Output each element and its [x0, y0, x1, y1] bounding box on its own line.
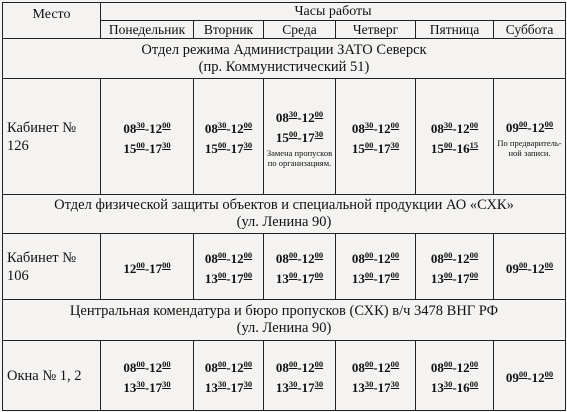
time-slot-cell: [194, 341, 264, 411]
hour: 12: [377, 359, 391, 375]
hour: 16: [456, 379, 470, 395]
minutes: 00: [443, 358, 453, 369]
hour: 17: [230, 379, 244, 395]
day-header: Четверг: [336, 21, 416, 39]
range-dash: -: [297, 129, 302, 145]
range-dash: -: [527, 260, 532, 276]
minutes: 00: [544, 118, 554, 129]
hour: 12: [456, 120, 470, 136]
hour: 12: [377, 250, 391, 266]
slot-note: По предваритель-ной записи.: [497, 137, 562, 158]
time-range: [101, 257, 193, 277]
minutes: 30: [443, 119, 453, 130]
time-range: [416, 267, 493, 287]
time-slot-cell: [416, 341, 494, 411]
place-column-header: Место: [3, 3, 101, 39]
hour: 08: [275, 109, 289, 125]
range-dash: -: [144, 120, 150, 136]
hour: 12: [230, 250, 244, 266]
minutes: 00: [390, 119, 400, 130]
range-dash: -: [144, 260, 150, 276]
minutes: 30: [443, 378, 453, 389]
schedule-row: [3, 341, 566, 411]
place-label: Кабинет №: [7, 119, 77, 136]
minutes: 00: [469, 249, 479, 260]
minutes: 00: [364, 139, 374, 150]
range-dash: -: [373, 270, 378, 286]
schedule-row: [3, 234, 566, 300]
hour: 12: [456, 250, 470, 266]
minutes: 30: [390, 378, 400, 389]
hour: 13: [204, 270, 218, 286]
range-dash: -: [144, 379, 150, 395]
hour: 08: [275, 359, 289, 375]
time-range: [194, 376, 263, 396]
time-slot-cell: [336, 79, 416, 195]
minutes: 00: [469, 269, 479, 280]
time-range: [194, 117, 263, 137]
time-range: [264, 267, 335, 287]
hour: 12: [377, 120, 391, 136]
hour: 15: [204, 140, 218, 156]
place-number: 106: [7, 267, 29, 284]
range-dash: -: [297, 109, 302, 125]
working-hours-header: Часы работы: [101, 3, 566, 21]
minutes: 30: [243, 139, 253, 150]
hour: 12: [301, 359, 315, 375]
range-dash: -: [452, 120, 457, 136]
hour: 17: [301, 379, 315, 395]
hour: 17: [377, 270, 391, 286]
hour: 13: [204, 379, 218, 395]
minutes: 00: [314, 358, 324, 369]
range-dash: -: [452, 140, 457, 156]
section-address: (пр. Коммунистический 51): [198, 58, 370, 75]
hour: 08: [430, 250, 444, 266]
range-dash: -: [144, 140, 150, 156]
minutes: 00: [314, 269, 324, 280]
range-dash: -: [297, 250, 302, 266]
hour: 13: [430, 270, 444, 286]
minutes: 30: [288, 378, 298, 389]
minutes: 00: [288, 128, 298, 139]
time-slot-cell: [494, 234, 566, 300]
section-title-cell: [3, 39, 566, 79]
hour: 12: [301, 109, 315, 125]
minutes: 30: [136, 378, 145, 389]
time-range: [101, 356, 193, 376]
hour: 13: [123, 379, 137, 395]
minutes: 00: [217, 249, 227, 260]
range-dash: -: [452, 359, 457, 375]
range-dash: -: [226, 270, 231, 286]
range-dash: -: [373, 359, 378, 375]
range-dash: -: [144, 359, 150, 375]
minutes: 00: [544, 259, 554, 270]
day-header: Понедельник: [101, 21, 194, 39]
time-slot-cell: [336, 234, 416, 300]
time-range: [101, 376, 193, 396]
hour: 12: [531, 119, 545, 135]
minutes: 00: [288, 269, 298, 280]
time-slot-cell: [494, 341, 566, 411]
minutes: 00: [518, 368, 528, 379]
time-slot-cell: [264, 234, 336, 300]
minutes: 30: [390, 139, 400, 150]
minutes: 30: [364, 378, 374, 389]
minutes: 00: [288, 358, 298, 369]
range-dash: -: [297, 379, 302, 395]
hour: 08: [123, 359, 137, 375]
place-label: Окна № 1, 2: [7, 367, 82, 384]
time-range: [416, 247, 493, 267]
time-slot-cell: [336, 341, 416, 411]
minutes: 00: [443, 269, 453, 280]
minutes: 00: [162, 119, 171, 130]
minutes: 00: [136, 139, 145, 150]
hour: 08: [204, 359, 218, 375]
range-dash: -: [452, 270, 457, 286]
hour: 17: [149, 260, 163, 276]
hour: 09: [505, 369, 519, 385]
section-address: (ул. Ленина 90): [236, 214, 332, 230]
minutes: 00: [243, 119, 253, 130]
time-range: [336, 267, 415, 287]
minutes: 00: [469, 378, 479, 389]
minutes: 00: [288, 249, 298, 260]
hour: 17: [230, 140, 244, 156]
hour: 12: [230, 120, 244, 136]
hour: 15: [351, 140, 365, 156]
minutes: 00: [314, 108, 324, 119]
place-cell: [3, 234, 101, 300]
section-title-cell: [3, 195, 566, 234]
time-range: [494, 366, 565, 386]
time-range: [264, 376, 335, 396]
minutes: 30: [314, 378, 324, 389]
time-range: [416, 356, 493, 376]
minutes: 00: [364, 269, 374, 280]
minutes: 00: [390, 249, 400, 260]
hour: 17: [377, 379, 391, 395]
hour: 08: [123, 120, 137, 136]
day-header: Среда: [264, 21, 336, 39]
hour: 17: [149, 140, 163, 156]
minutes: 30: [162, 378, 171, 389]
time-range: [101, 137, 193, 157]
place-cell: [3, 79, 101, 195]
range-dash: -: [527, 119, 532, 135]
hour: 09: [505, 119, 519, 135]
hour: 12: [301, 250, 315, 266]
hour: 17: [149, 379, 163, 395]
hour: 08: [430, 120, 444, 136]
range-dash: -: [373, 250, 378, 266]
hour: 12: [456, 359, 470, 375]
range-dash: -: [226, 379, 231, 395]
range-dash: -: [297, 270, 302, 286]
hour: 09: [505, 260, 519, 276]
hour: 13: [430, 379, 444, 395]
hour: 08: [275, 250, 289, 266]
time-range: [494, 116, 565, 136]
hour: 12: [123, 260, 137, 276]
section-title-cell: [3, 300, 566, 341]
time-range: [336, 376, 415, 396]
range-dash: -: [226, 359, 231, 375]
office-hours-table: [2, 2, 566, 411]
minutes: 30: [288, 108, 298, 119]
time-slot-cell: [416, 234, 494, 300]
minutes: 30: [314, 128, 324, 139]
time-range: [264, 126, 335, 146]
slot-note: Замена пропусков по организациям.: [266, 147, 333, 168]
time-range: [101, 117, 193, 137]
minutes: 00: [469, 358, 479, 369]
minutes: 00: [217, 358, 227, 369]
hour: 12: [149, 120, 163, 136]
minutes: 00: [136, 358, 145, 369]
hour: 17: [301, 270, 315, 286]
time-range: [264, 106, 335, 126]
day-header: Суббота: [494, 21, 566, 39]
time-range: [336, 137, 415, 157]
hour: 15: [123, 140, 137, 156]
time-slot-cell: [194, 234, 264, 300]
hour: 12: [531, 369, 545, 385]
minutes: 00: [364, 358, 374, 369]
place-number: 126: [7, 137, 29, 154]
minutes: 00: [390, 269, 400, 280]
place-cell: [3, 341, 101, 411]
hour: 13: [351, 379, 365, 395]
time-range: [336, 356, 415, 376]
hour: 17: [301, 129, 315, 145]
time-range: [194, 137, 263, 157]
hour: 13: [275, 270, 289, 286]
section-address: (ул. Ленина 90): [236, 320, 332, 336]
time-slot-cell: [101, 79, 194, 195]
minutes: 00: [390, 358, 400, 369]
hour: 15: [430, 140, 444, 156]
time-range: [416, 117, 493, 137]
minutes: 00: [518, 259, 528, 270]
minutes: 30: [162, 139, 171, 150]
minutes: 00: [162, 358, 171, 369]
time-slot-cell: [194, 79, 264, 195]
minutes: 00: [544, 368, 554, 379]
hour: 08: [351, 359, 365, 375]
minutes: 00: [136, 259, 145, 270]
minutes: 30: [217, 119, 227, 130]
range-dash: -: [373, 120, 378, 136]
minutes: 30: [217, 378, 227, 389]
minutes: 30: [243, 378, 253, 389]
minutes: 00: [314, 249, 324, 260]
section-title: Центральная комендатура и бюро пропусков (СХК) в/ч 3478 ВНГ РФ: [69, 303, 499, 319]
hour: 08: [351, 120, 365, 136]
hour: 12: [149, 359, 163, 375]
time-range: [194, 247, 263, 267]
minutes: 30: [136, 119, 145, 130]
minutes: 00: [217, 269, 227, 280]
hour: 13: [275, 379, 289, 395]
hour: 12: [230, 359, 244, 375]
minutes: 00: [443, 139, 453, 150]
minutes: 00: [518, 118, 528, 129]
minutes: 00: [443, 249, 453, 260]
time-range: [416, 137, 493, 157]
day-header: Вторник: [194, 21, 264, 39]
time-range: [194, 267, 263, 287]
time-slot-cell: [264, 341, 336, 411]
minutes: 15: [469, 139, 479, 150]
time-slot-cell: [101, 234, 194, 300]
range-dash: -: [452, 379, 457, 395]
range-dash: -: [527, 369, 532, 385]
time-slot-cell: [264, 79, 336, 195]
schedule-row: [3, 79, 566, 195]
time-range: [264, 247, 335, 267]
hour: 08: [204, 120, 218, 136]
hour: 12: [531, 260, 545, 276]
time-range: [336, 117, 415, 137]
minutes: 00: [469, 119, 479, 130]
day-header: Пятница: [416, 21, 494, 39]
hour: 17: [377, 140, 391, 156]
time-range: [194, 356, 263, 376]
range-dash: -: [373, 140, 378, 156]
place-label: Кабинет №: [7, 249, 77, 266]
minutes: 00: [162, 259, 171, 270]
hour: 08: [351, 250, 365, 266]
hour: 08: [430, 359, 444, 375]
minutes: 30: [364, 119, 374, 130]
minutes: 00: [243, 249, 253, 260]
time-slot-cell: [494, 79, 566, 195]
range-dash: -: [226, 120, 231, 136]
minutes: 00: [217, 139, 227, 150]
section-title: Отдел режима Администрации ЗАТО Северск: [141, 41, 427, 58]
range-dash: -: [226, 140, 231, 156]
minutes: 00: [364, 249, 374, 260]
range-dash: -: [452, 250, 457, 266]
hour: 16: [456, 140, 470, 156]
minutes: 00: [243, 269, 253, 280]
section-title: Отдел физической защиты объектов и специальной продукции АО «СХК»: [54, 197, 514, 213]
hour: 08: [204, 250, 218, 266]
hour: 13: [351, 270, 365, 286]
hour: 15: [275, 129, 289, 145]
time-slot-cell: [416, 79, 494, 195]
time-range: [264, 356, 335, 376]
hour: 17: [456, 270, 470, 286]
time-range: [494, 257, 565, 277]
time-range: [336, 247, 415, 267]
time-slot-cell: [101, 341, 194, 411]
range-dash: -: [297, 359, 302, 375]
minutes: 00: [243, 358, 253, 369]
range-dash: -: [226, 250, 231, 266]
time-range: [416, 376, 493, 396]
hour: 17: [230, 270, 244, 286]
range-dash: -: [373, 379, 378, 395]
